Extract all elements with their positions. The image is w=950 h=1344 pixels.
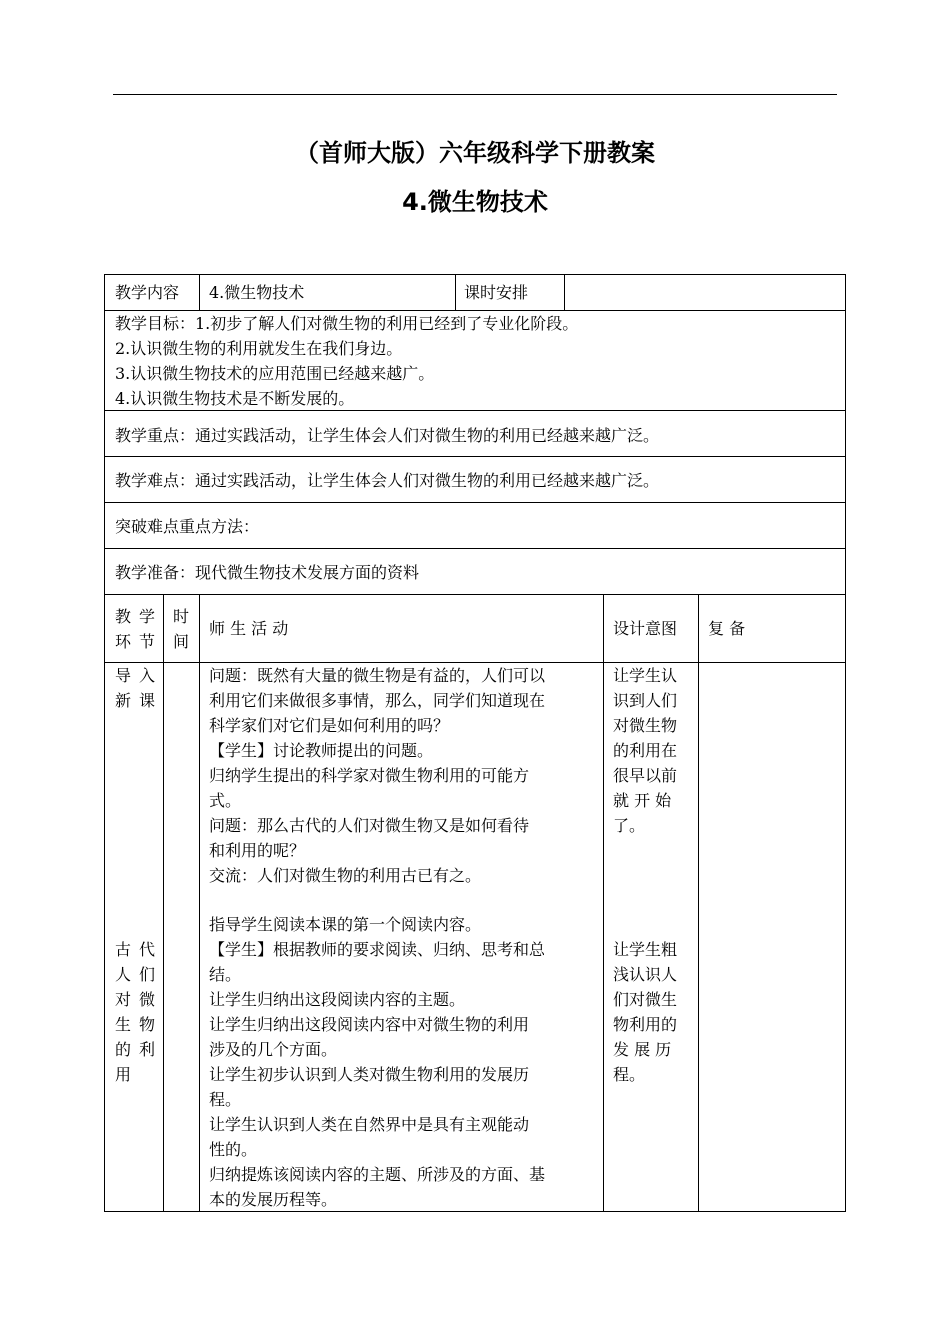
stage-intro: 导入 新课 [115, 666, 155, 710]
activity-line: 让学生认识到人类在自然界中是具有主观能动 [209, 1115, 530, 1134]
activity-line: 交流：人们对微生物的利用古已有之。 [209, 866, 482, 885]
header-activity: 师 生 活 动 [209, 619, 289, 638]
activity-line: 【学生】根据教师的要求阅读、归纳、思考和总 [209, 940, 546, 959]
key-points-text: 教学重点：通过实践活动，让学生体会人们对微生物的利用已经越来越广泛。 [115, 426, 660, 445]
row-preparation [104, 548, 846, 595]
lesson-body-row [104, 662, 846, 1212]
page-title: （首师大版）六年级科学下册教案 [295, 139, 655, 167]
activity-line: 性的。 [209, 1140, 258, 1159]
header-review: 复 备 [708, 619, 746, 638]
activity-line: 涉及的几个方面。 [209, 1040, 338, 1059]
row-objectives [104, 310, 846, 411]
activity-line: 让学生归纳出这段阅读内容中对微生物的利用 [209, 1015, 530, 1034]
intent-intro: 让学生认 识到人们 对微生物 的利用在 很早以前 就 开 始 了。 [613, 666, 678, 835]
lesson-title: 4.微生物技术 [402, 188, 548, 216]
activity-intro [209, 663, 545, 888]
header-rule [113, 94, 837, 95]
activity-line: 问题：既然有大量的微生物是有益的，人们可以 [209, 666, 546, 685]
row-key-points [104, 410, 846, 457]
header-stage: 教学 环节 [115, 607, 155, 651]
activity-line: 利用它们来做很多事情，那么，同学们知道现在 [209, 691, 546, 710]
objective-line: 4.认识微生物技术是不断发展的。 [115, 389, 355, 408]
activity-line: 结。 [209, 965, 242, 984]
difficulties-text: 教学难点：通过实践活动，让学生体会人们对微生物的利用已经越来越广泛。 [115, 471, 660, 490]
activity-line: 指导学生阅读本课的第一个阅读内容。 [209, 915, 482, 934]
row-content [104, 274, 846, 311]
objective-line: 3.认识微生物技术的应用范围已经越来越广。 [115, 364, 435, 383]
activity-line: 式。 [209, 791, 242, 810]
activity-line: 和利用的呢？ [209, 841, 306, 860]
methods-text: 突破难点重点方法： [115, 517, 260, 536]
activity-line: 问题：那么古代的人们对微生物又是如何看待 [209, 816, 530, 835]
objective-line: 2.认识微生物的利用就发生在我们身边。 [115, 339, 403, 358]
header-intent: 设计意图 [613, 619, 678, 638]
activity-line: 程。 [209, 1090, 242, 1109]
preparation-text: 教学准备：现代微生物技术发展方面的资料 [115, 563, 420, 582]
activity-line: 让学生初步认识到人类对微生物利用的发展历 [209, 1065, 530, 1084]
header-time: 时 间 [173, 607, 190, 651]
activity-ancient-use [209, 912, 545, 1212]
schedule-label: 课时安排 [464, 283, 529, 302]
row-methods [104, 502, 846, 549]
content-value: 4.微生物技术 [209, 283, 305, 302]
intent-ancient-use: 让学生粗 浅认识人 们对微生 物利用的 发 展 历 程。 [613, 940, 678, 1084]
stage-ancient-use: 古代 人们 对微 生物 的利 用 [115, 940, 155, 1084]
activity-line: 归纳提炼该阅读内容的主题、所涉及的方面、基 [209, 1165, 546, 1184]
activity-line: 让学生归纳出这段阅读内容的主题。 [209, 990, 466, 1009]
objectives-text [115, 311, 578, 411]
activity-line: 本的发展历程等。 [209, 1190, 338, 1209]
objective-line: 教学目标：1.初步了解人们对微生物的利用已经到了专业化阶段。 [115, 314, 579, 333]
activity-line: 【学生】讨论教师提出的问题。 [209, 741, 434, 760]
content-label: 教学内容 [115, 283, 180, 302]
column-header-row [104, 594, 846, 663]
activity-line: 归纳学生提出的科学家对微生物利用的可能方 [209, 766, 530, 785]
row-difficulties [104, 456, 846, 503]
activity-line: 科学家们对它们是如何利用的吗？ [209, 716, 450, 735]
